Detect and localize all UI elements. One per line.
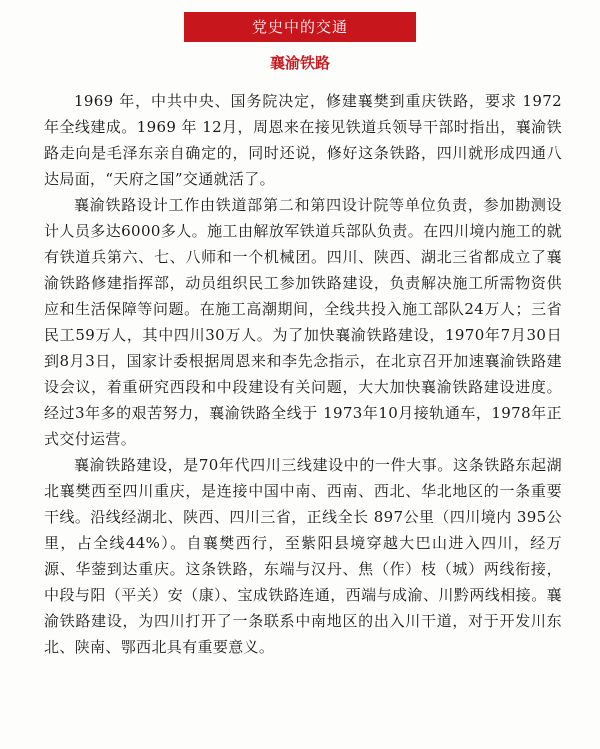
paragraph-2: 襄渝铁路设计工作由铁道部第二和第四设计院等单位负责，参加勘测设计人员多达6000多人。施工由解放军铁道兵部队负责。在四川境内施工的就有铁道兵第六、七、八师和一个机械团。四川、陕西、湖北三省都成立了襄渝铁路修建指挥部，动员组织民工参加铁路建设，负责解决施工所需物资供应和生活保障等问题。在施工高潮期间，全线共投入施工部队24万人；三省民工59万人，其中四川30万人。为了加快襄渝铁路建设，1970年7月30日到8月3日，国家计委根据周恩来和李先念指示，在北京召开加速襄渝铁路建设会议，着重研究西段和中段建设有关问题，大大加快襄渝铁路建设进度。经过3年多的艰苦努力，襄渝铁路全线于 1973年10月接轨通车，1978年正式交付运营。 bbox=[44, 196, 562, 448]
paragraph-3: 襄渝铁路建设，是70年代四川三线建设中的一件大事。这条铁路东起湖北襄樊西至四川重庆，是连接中国中南、西南、西北、华北地区的一条重要干线。沿线经湖北、陕西、四川三省，正线全长 897公里（四川境内 395公里，占全线44%）。自襄樊西行，至紫阳县境穿越大巴山进入四川，经万源、华蓥到达重庆。这条铁路，东端与汉丹、焦（作）枝（城）两线衔接，中段与阳（平关）安（康）、宝成铁路连通，西端与成渝、川黔两线相接。襄渝铁路建设，为四川打开了一条联系中南地区的出入川干道，对于开发川东北、陕南、鄂西北具有重要意义。 bbox=[44, 456, 562, 656]
article-title: 襄渝铁路 bbox=[269, 54, 330, 72]
article-body bbox=[44, 88, 562, 660]
paragraph-1: 1969 年，中共中央、国务院决定，修建襄樊到重庆铁路，要求 1972 年全线建成。1969 年 12月，周恩来在接见铁道兵领导干部时指出，襄渝铁路走向是毛泽东亲自确定的，同时还说，修好这条铁路，四川就形成四通八达局面，“天府之国”交通就活了。 bbox=[44, 92, 562, 188]
section-banner: 党史中的交通 bbox=[184, 12, 416, 42]
